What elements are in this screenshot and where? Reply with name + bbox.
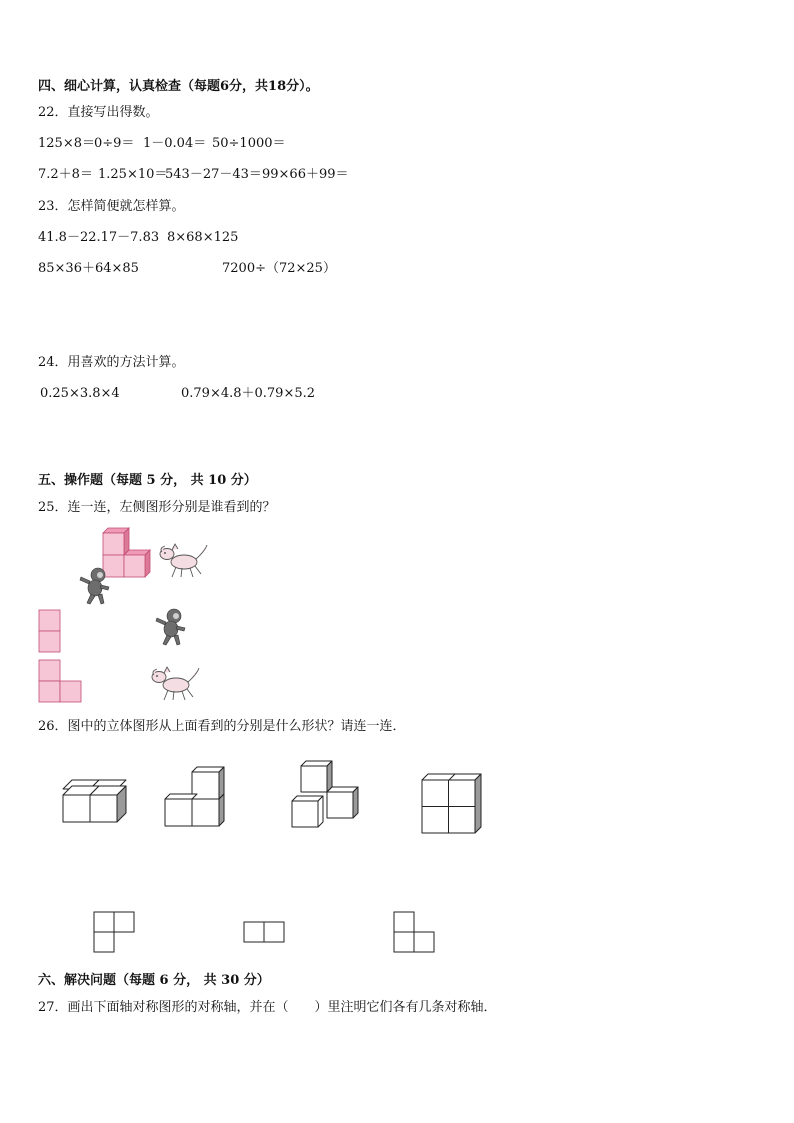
question-26-title: 26．图中的立体图形从上面看到的分别是什么形状？请连一连． bbox=[38, 719, 406, 734]
q22-expr-8: 99×66＋99＝ bbox=[262, 167, 349, 182]
top-view-shape-3 bbox=[393, 911, 437, 955]
q22-expr-3: 1－0.04＝ bbox=[143, 136, 207, 151]
question-24-title: 24．用喜欢的方法计算。 bbox=[38, 355, 185, 370]
monkey-icon bbox=[152, 607, 190, 647]
q22-expr-6: 1.25×10＝ bbox=[98, 167, 168, 182]
dog-icon bbox=[158, 540, 210, 580]
q23-expr-1: 41.8－22.17－7.83 bbox=[38, 230, 160, 245]
q22-expr-2: 0÷9＝ bbox=[94, 136, 135, 151]
side-view-l-shape bbox=[38, 659, 84, 703]
question-22-title: 22．直接写出得数。 bbox=[38, 105, 159, 120]
q23-expr-4: 7200÷（72×25） bbox=[222, 261, 336, 276]
section-4-heading: 四、细心计算，认真检查（每题6分，共18分）。 bbox=[38, 79, 319, 94]
monkey-icon bbox=[76, 566, 114, 606]
question-27-title: 27．画出下面轴对称图形的对称轴，并在（ ）里注明它们各有几条对称轴． bbox=[38, 1000, 497, 1015]
section-6-heading: 六、解决问题（每题 6 分， 共 30 分） bbox=[38, 973, 270, 988]
q22-expr-4: 50÷1000＝ bbox=[212, 136, 286, 151]
q24-expr-2: 0.79×4.8＋0.79×5.2 bbox=[181, 386, 316, 401]
q24-expr-1: 0.25×3.8×4 bbox=[40, 386, 120, 401]
section-5-heading: 五、操作题（每题 5 分， 共 10 分） bbox=[38, 473, 257, 488]
q22-expr-7: 543－27－43＝ bbox=[165, 167, 262, 182]
solid-figure-3 bbox=[291, 760, 363, 830]
q22-expr-1: 125×8＝ bbox=[38, 136, 95, 151]
q23-expr-3: 85×36＋64×85 bbox=[38, 261, 139, 276]
top-view-shape-1 bbox=[93, 911, 137, 955]
q23-expr-2: 8×68×125 bbox=[167, 230, 239, 245]
question-23-title: 23．怎样简便就怎样算。 bbox=[38, 199, 185, 214]
dog-icon bbox=[150, 663, 202, 703]
top-view-shape-2 bbox=[243, 921, 287, 945]
q22-expr-5: 7.2＋8＝ bbox=[38, 167, 93, 182]
front-view-two-stack bbox=[38, 609, 62, 653]
solid-figure-4 bbox=[420, 772, 486, 836]
question-25-title: 25．连一连，左侧图形分别是谁看到的？ bbox=[38, 500, 276, 515]
solid-figure-2 bbox=[164, 764, 228, 828]
solid-figure-1 bbox=[62, 778, 128, 826]
